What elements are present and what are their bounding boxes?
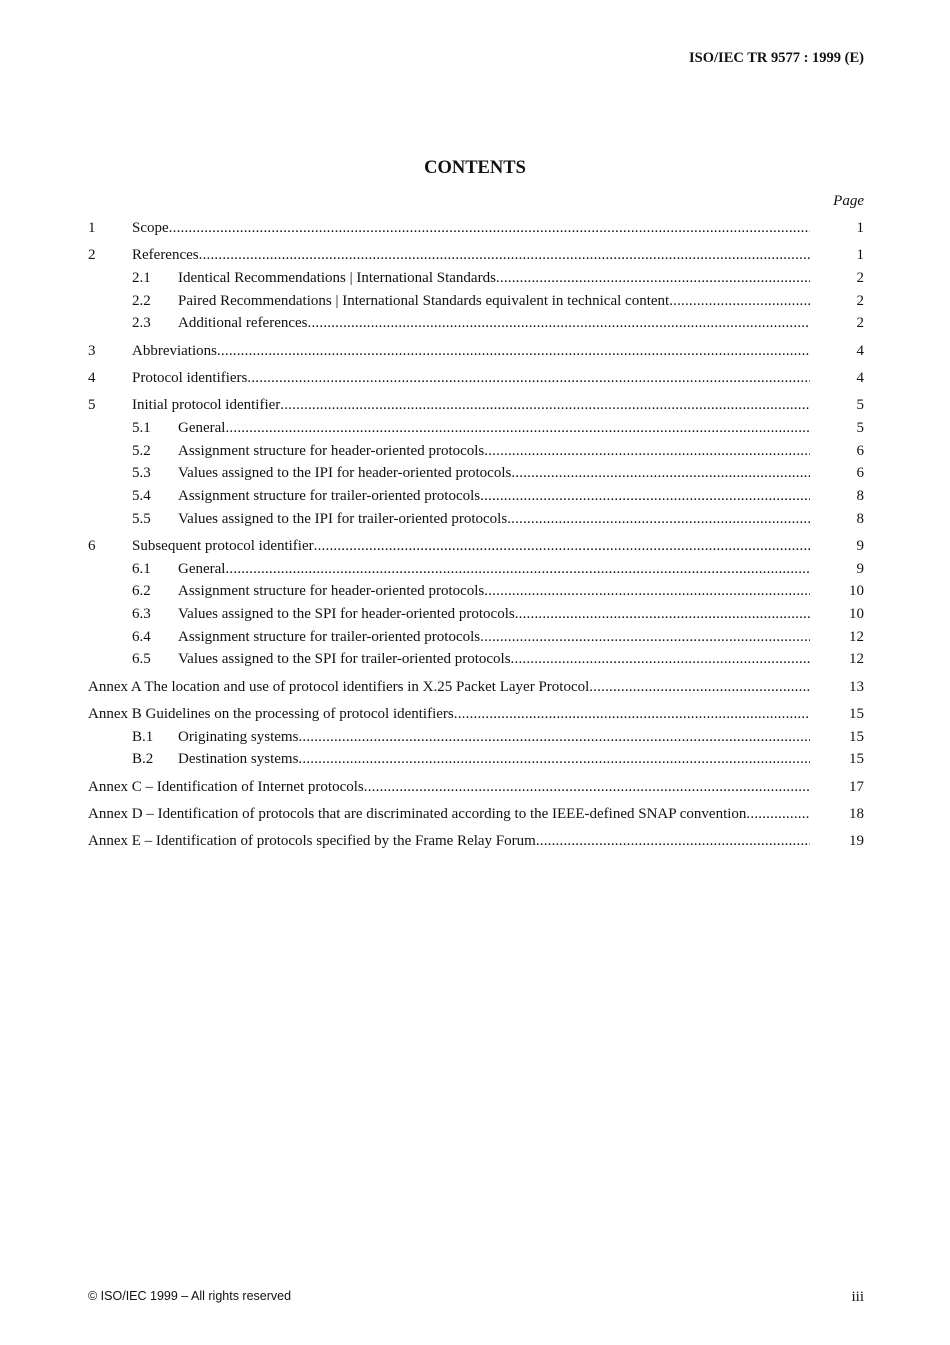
toc-dot-leader [199,244,810,267]
toc-entry[interactable] [88,803,864,826]
toc-entry-number: 6.4 [132,628,151,645]
toc-entry-number: B.1 [132,728,154,745]
toc-entry-number: 5.2 [132,442,151,459]
toc-dot-leader [169,217,810,240]
toc-entry-page: 10 [849,605,864,622]
toc-entry[interactable] [88,830,864,853]
toc-entry-number: 6 [88,537,96,554]
toc-entry-title-wrap [178,462,810,485]
toc-entry[interactable] [88,726,864,749]
toc-entry-title-wrap [132,340,810,363]
toc-entry-page: 18 [849,805,864,822]
toc-dot-leader [536,830,810,853]
toc-entry-title: Assignment structure for trailer-oriented protocols [178,487,481,504]
toc-entry-title: Annex B Guidelines on the processing of protocol identifiers [88,705,454,722]
toc-dot-leader [746,803,810,826]
toc-entry-title: Annex D – Identification of protocols that are discriminated according to the IEEE-defined SNAP convention [88,805,747,822]
toc-entry[interactable] [88,776,864,799]
toc-entry-title-wrap [88,776,810,799]
toc-entry-title-wrap [178,626,810,649]
toc-entry-title: General [178,419,226,436]
toc-entry-title: Values assigned to the SPI for trailer-oriented protocols [178,651,511,668]
toc-entry-title: Abbreviations [132,342,217,359]
toc-entry-title-wrap [178,603,810,626]
toc-entry[interactable] [88,340,864,363]
toc-entry-page: 5 [856,419,864,436]
toc-dot-leader [480,485,810,508]
toc-entry-page: 6 [856,442,864,459]
toc-dot-leader [589,676,810,699]
toc-entry-title: Originating systems [178,728,299,745]
toc-entry-title: Assignment structure for trailer-oriented protocols [178,628,481,645]
toc-dot-leader [484,580,810,603]
toc-entry-title-wrap [178,290,810,313]
toc-entry-title-wrap [178,580,810,603]
toc-entry-page: 4 [856,369,864,386]
toc-entry-number: 6.1 [132,560,151,577]
toc-entry-number: 5.4 [132,487,151,504]
toc-dot-leader [454,703,810,726]
toc-entry-title-wrap [178,267,810,290]
toc-entry-page: 15 [849,705,864,722]
toc-entry[interactable] [88,626,864,649]
document-header-id: ISO/IEC TR 9577 : 1999 (E) [689,50,864,66]
toc-entry[interactable] [88,394,864,417]
toc-entry[interactable] [88,648,864,671]
toc-entry-title: Annex E – Identification of protocols specified by the Frame Relay Forum [88,833,536,850]
toc-dot-leader [515,603,810,626]
toc-entry-number: 5 [88,397,96,414]
toc-entry[interactable] [88,676,864,699]
toc-entry-number: 2 [88,247,96,264]
toc-entry[interactable] [88,290,864,313]
toc-entry-page: 8 [856,510,864,527]
toc-dot-leader [225,417,810,440]
toc-entry-page: 8 [856,487,864,504]
toc-entry-title-wrap [178,417,810,440]
toc-dot-leader [480,626,810,649]
toc-entry-number: 5.1 [132,419,151,436]
toc-entry-page: 2 [856,292,864,309]
toc-entry-title-wrap [88,676,810,699]
toc-dot-leader [496,267,810,290]
toc-entry-title-wrap [178,648,810,671]
toc-entry[interactable] [88,748,864,771]
toc-dot-leader [247,367,810,390]
toc-entry-title-wrap [88,703,810,726]
toc-entry-title: Protocol identifiers [132,369,248,386]
toc-entry[interactable] [88,312,864,335]
toc-entry-number: 6.3 [132,605,151,622]
toc-dot-leader [314,535,810,558]
toc-entry[interactable] [88,535,864,558]
toc-entry-title: Annex C – Identification of Internet protocols [88,778,364,795]
toc-dot-leader [511,462,810,485]
toc-entry-page: 15 [849,728,864,745]
toc-dot-leader [484,440,810,463]
toc-entry[interactable] [88,462,864,485]
toc-entry-number: 2.1 [132,269,151,286]
toc-entry[interactable] [88,267,864,290]
toc-entry-title: Paired Recommendations | International Standards equivalent in technical content [178,292,670,309]
toc-entry-title-wrap [178,508,810,531]
toc-dot-leader [308,312,810,335]
toc-entry-page: 17 [849,778,864,795]
toc-entry-title-wrap [178,748,810,771]
toc-entry-title-wrap [178,558,810,581]
toc-entry-title-wrap [132,394,810,417]
toc-dot-leader [511,648,810,671]
toc-entry-title: Identical Recommendations | International Standards [178,269,496,286]
toc-entry-title: Additional references [178,315,308,332]
toc-dot-leader [280,394,810,417]
toc-entry-title-wrap [132,217,810,240]
toc-entry[interactable] [88,244,864,267]
footer-copyright: © ISO/IEC 1999 – All rights reserved [88,1289,292,1303]
contents-title: CONTENTS [424,158,526,178]
toc-entry-title-wrap [88,830,810,853]
toc-entry-page: 2 [856,315,864,332]
toc-entry-number: 5.3 [132,465,151,482]
toc-entry-title-wrap [178,485,810,508]
toc-entry[interactable] [88,417,864,440]
toc-dot-leader [217,340,810,363]
toc-entry-title: Assignment structure for header-oriented protocols [178,442,485,459]
toc-entry[interactable] [88,603,864,626]
toc-entry-page: 5 [856,397,864,414]
toc-entry-page: 9 [856,537,864,554]
toc-entry-title: References [132,247,199,264]
toc-entry-title: Assignment structure for header-oriented protocols [178,583,485,600]
toc-entry-page: 9 [856,560,864,577]
toc-entry-title: General [178,560,226,577]
toc-entry-page: 12 [849,628,864,645]
toc-entry-number: 2.3 [132,315,151,332]
toc-entry[interactable] [88,703,864,726]
toc-dot-leader [298,748,810,771]
toc-entry-page: 19 [849,833,864,850]
toc-entry-title: Values assigned to the SPI for header-oriented protocols [178,605,515,622]
toc-dot-leader [507,508,810,531]
toc-entry-title: Values assigned to the IPI for header-oriented protocols [178,465,512,482]
toc-entry-page: 6 [856,465,864,482]
toc-entry-number: 6.2 [132,583,151,600]
page-column-label: Page [833,193,864,209]
toc-entry-title: Scope [132,220,169,236]
toc-entry-title-wrap [178,312,810,335]
toc-entry-number: 4 [88,369,96,386]
toc-entry-title-wrap [178,726,810,749]
toc-entry-title: Initial protocol identifier [132,397,281,414]
toc-entry-page: 13 [849,678,864,695]
toc-entry[interactable] [88,558,864,581]
toc-entry-page: 12 [849,651,864,668]
toc-entry-number: 1 [88,220,96,236]
table-of-contents [88,217,864,853]
toc-entry-page: 2 [856,269,864,286]
toc-entry[interactable] [88,217,864,240]
toc-entry-page: 10 [849,583,864,600]
toc-entry-number: 6.5 [132,651,151,668]
toc-dot-leader [225,558,810,581]
toc-entry-number: 3 [88,342,96,359]
toc-entry-title-wrap [132,244,810,267]
footer-page-number: iii [851,1289,864,1305]
toc-entry[interactable] [88,440,864,463]
toc-entry-number: 5.5 [132,510,151,527]
toc-entry-page: 1 [856,247,864,264]
toc-entry-title-wrap [88,803,810,826]
toc-entry-number: B.2 [132,751,154,768]
toc-dot-leader [669,290,810,313]
toc-entry-number: 2.2 [132,292,151,309]
toc-entry-title: Values assigned to the IPI for trailer-oriented protocols [178,510,508,527]
toc-entry[interactable] [88,367,864,390]
toc-dot-leader [364,776,810,799]
toc-entry-title: Destination systems [178,751,299,768]
toc-entry[interactable] [88,508,864,531]
toc-entry-title: Subsequent protocol identifier [132,537,314,554]
toc-entry-title: Annex A The location and use of protocol identifiers in X.25 Packet Layer Protocol [88,678,590,695]
toc-entry-page: 4 [856,342,864,359]
toc-entry[interactable] [88,580,864,603]
toc-entry-page: 15 [849,751,864,768]
toc-dot-leader [298,726,810,749]
toc-entry-page: 1 [856,220,864,236]
toc-entry[interactable] [88,485,864,508]
toc-entry-title-wrap [132,535,810,558]
toc-entry-title-wrap [132,367,810,390]
toc-entry-title-wrap [178,440,810,463]
